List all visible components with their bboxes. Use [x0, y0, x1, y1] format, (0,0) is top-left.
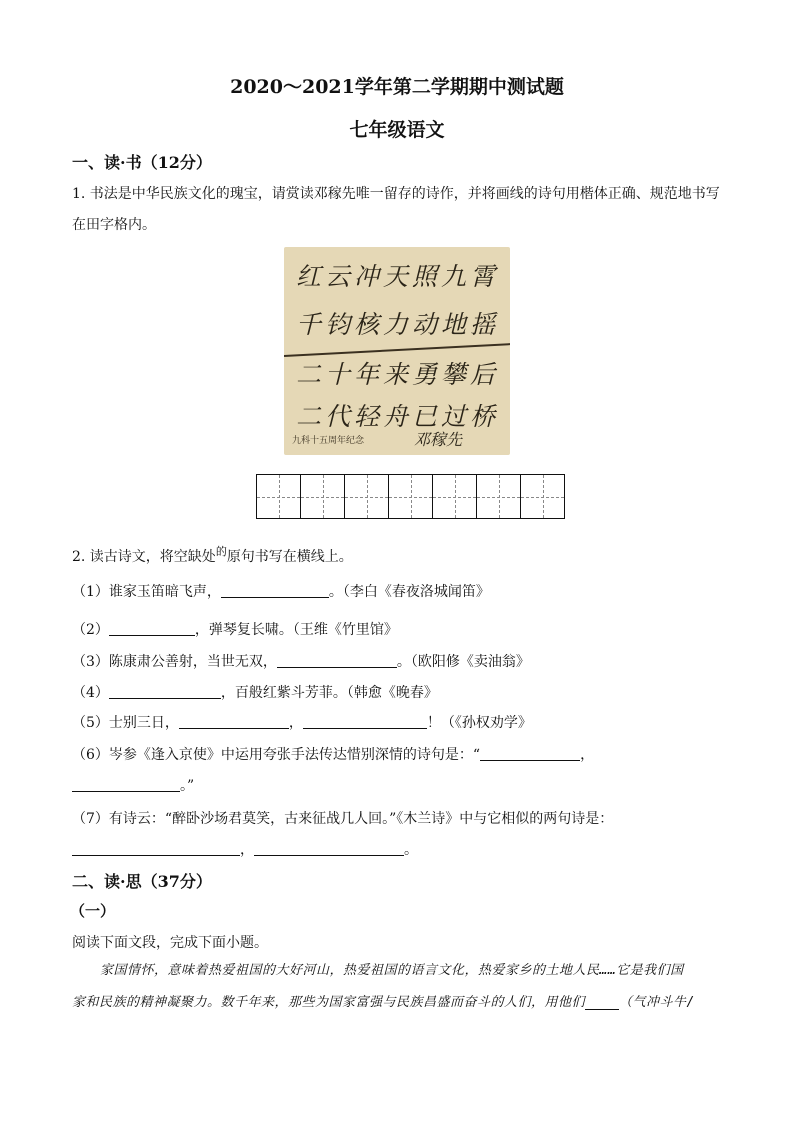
calligraphy-signature: 邓稼先	[414, 430, 463, 449]
item-3-source: 。（欧阳修《卖油翁》	[396, 654, 530, 670]
item-2-text: ，弹琴复长啸。（王维《竹里馆》	[194, 622, 398, 638]
answer-blank[interactable]	[72, 776, 180, 792]
answer-blank[interactable]	[277, 652, 397, 668]
item-2-num: （2）	[72, 622, 109, 638]
grid-cell[interactable]	[520, 474, 565, 519]
item-2	[72, 619, 398, 639]
answer-blank[interactable]	[303, 713, 427, 729]
question-2-sup: 的	[215, 545, 227, 558]
grid-cell[interactable]	[344, 474, 389, 519]
item-6	[72, 744, 594, 764]
tianzige-grid[interactable]	[256, 474, 564, 519]
grid-cell[interactable]	[476, 474, 521, 519]
passage-line-1: 家国情怀，意味着热爱祖国的大好河山，热爱祖国的语言文化，热爱家乡的土地人民……它是我们国	[100, 963, 684, 978]
item-3	[72, 651, 530, 671]
answer-blank[interactable]	[179, 713, 289, 729]
item-6-end: 。”	[180, 778, 195, 794]
calligraphy-image	[284, 247, 510, 455]
item-4	[72, 682, 438, 702]
answer-blank[interactable]	[72, 840, 240, 856]
answer-blank[interactable]	[254, 840, 404, 856]
question-1-text: 1. 书法是中华民族文化的瑰宝，请赏读邓稼先唯一留存的诗作，并将画线的诗句用楷体正确、规范地书写	[72, 186, 720, 202]
passage-line-2	[72, 988, 722, 1018]
item-7	[72, 808, 613, 828]
grid-cell[interactable]	[432, 474, 477, 519]
grid-cell[interactable]	[300, 474, 345, 519]
grid-cell[interactable]	[256, 474, 301, 519]
calligraphy-row-2: 千钧核力动地摇	[296, 310, 500, 339]
passage-line-2-options: （气冲斗牛/	[619, 995, 695, 1010]
answer-blank[interactable]	[221, 582, 329, 598]
item-1	[72, 581, 490, 601]
item-6-text: （6）岑参《逢入京使》中运用夸张手法传达惜别深情的诗句是：“	[72, 747, 481, 763]
answer-blank[interactable]	[109, 683, 221, 699]
item-7-end: 。	[404, 842, 418, 858]
item-1-text: （1）谁家玉笛暗飞声，	[72, 584, 221, 600]
item-5-source: ！（《孙权劝学》	[426, 715, 532, 731]
question-2-pre: 2. 读古诗文，将空缺处	[72, 549, 216, 565]
item-5-text: （5）士别三日，	[72, 715, 179, 731]
question-1-text-cont: 在田字格内。	[72, 217, 156, 233]
calligraphy-row-1: 红云冲天照九霄	[296, 262, 500, 291]
answer-blank[interactable]	[109, 620, 195, 636]
item-6-cont	[72, 775, 194, 795]
section-heading-2: 二、读·思（37分）	[72, 872, 212, 891]
section-heading-1: 一、读·书（12分）	[72, 153, 212, 172]
page-title: 2020～2021学年第二学期期中测试题	[230, 76, 564, 98]
passage-line-2-text: 家和民族的精神凝聚力。数千年来，那些为国家富强与民族昌盛而奋斗的人们，用他们	[72, 995, 586, 1010]
item-4-num: （4）	[72, 685, 109, 701]
item-6-comma: ，	[580, 747, 595, 763]
answer-blank[interactable]	[480, 745, 580, 761]
item-7-comma: ，	[240, 842, 254, 858]
question-2-post: 原句书写在横线上。	[226, 549, 353, 565]
subsection-heading: （一）	[70, 902, 116, 920]
item-3-text: （3）陈康肃公善射，当世无双，	[72, 654, 277, 670]
answer-blank[interactable]	[585, 994, 619, 1010]
calligraphy-row-4: 二代轻舟已过桥	[296, 402, 500, 431]
calligraphy-row-3: 二十年来勇攀后	[296, 360, 500, 389]
item-4-text: ，百般红紫斗芳菲。（韩愈《晚春》	[220, 685, 438, 701]
item-5	[72, 712, 532, 732]
calligraphy-note: 九科十五周年纪念	[292, 436, 365, 446]
item-7-text: （7）有诗云：“醉卧沙场君莫笑，古来征战几人回。”《木兰诗》中与它相似的两句诗是：	[72, 811, 614, 827]
item-5-comma: ，	[288, 715, 303, 731]
reading-instruction: 阅读下面文段，完成下面小题。	[72, 935, 268, 951]
page-subtitle: 七年级语文	[349, 119, 445, 141]
item-1-source: 。（李白《春夜洛城闻笛》	[328, 584, 490, 600]
grid-cell[interactable]	[388, 474, 433, 519]
question-2-text	[72, 543, 353, 566]
item-7-cont	[72, 839, 418, 859]
